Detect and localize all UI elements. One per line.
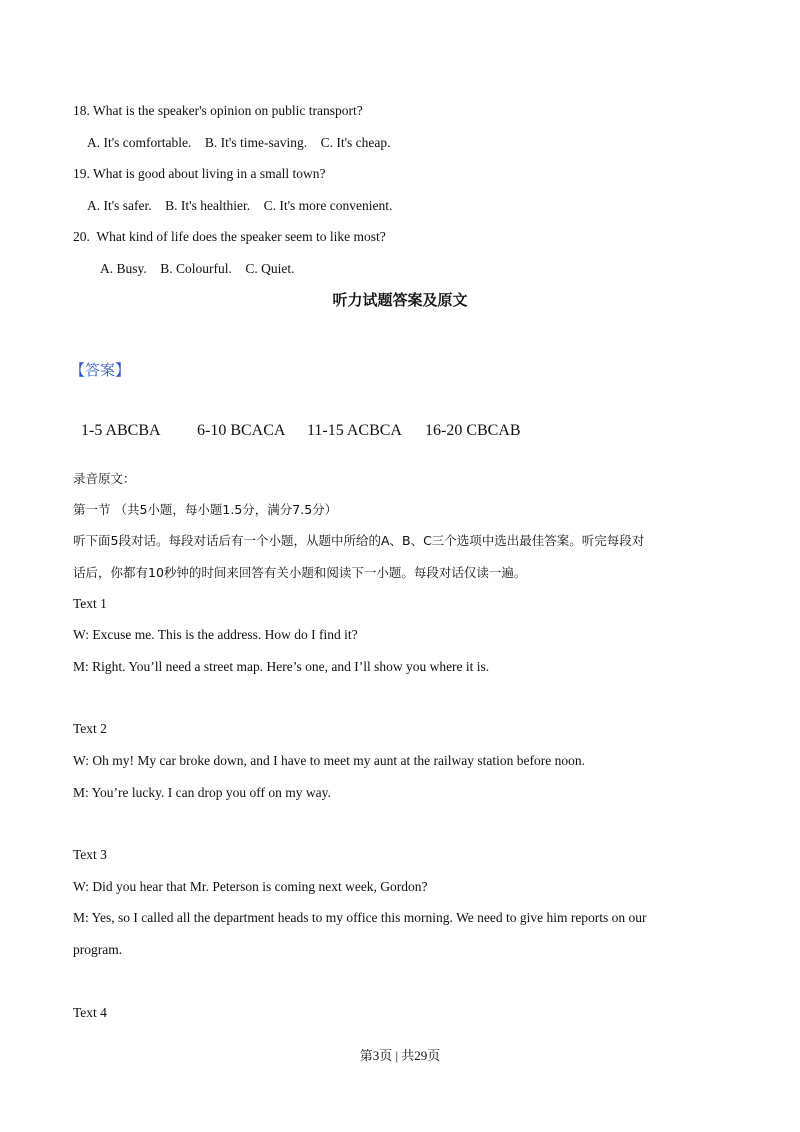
text-2-label: Text 2 — [73, 721, 107, 736]
answer-group-3: 11-15 ACBCA — [307, 422, 402, 439]
section-1-heading: 第一节 （共5小题，每小题1.5分，满分7.5分） — [73, 502, 338, 517]
text-2-woman-line: W: Oh my! My car broke down, and I have to meet my aunt at the railway station before noon. — [73, 753, 585, 768]
section-title: 听力试题答案及原文 — [332, 291, 468, 309]
instructions-line-2: 话后，你都有10秒钟的时间来回答有关小题和阅读下一小题。每段对话仅读一遍。 — [73, 565, 527, 580]
text-4-label: Text 4 — [73, 1005, 107, 1020]
text-1-man-line: M: Right. You’ll need a street map. Here’s one, and I’ll show you where it is. — [73, 659, 490, 674]
text-1-woman-line: W: Excuse me. This is the address. How do I find it? — [73, 627, 358, 642]
answer-label: 【答案】 — [70, 361, 131, 379]
question-19-options: A. It's safer. B. It's healthier. C. It's more convenient. — [87, 198, 393, 213]
question-18-stem: 18. What is the speaker's opinion on public transport? — [73, 103, 363, 118]
answer-group-4: 16-20 CBCAB — [425, 422, 521, 439]
text-3-man-line-continued: program. — [73, 942, 123, 957]
question-20-options: A. Busy. B. Colourful. C. Quiet. — [100, 261, 295, 276]
question-20-stem: 20. What kind of life does the speaker seem to like most? — [73, 229, 386, 244]
text-3-woman-line: W: Did you hear that Mr. Peterson is coming next week, Gordon? — [73, 879, 428, 894]
page-footer: 第3页 | 共29页 — [359, 1048, 441, 1063]
answer-group-1: 1-5 ABCBA — [81, 422, 161, 439]
answer-group-2: 6-10 BCACA — [197, 422, 286, 439]
text-2-man-line: M: You’re lucky. I can drop you off on my way. — [73, 785, 331, 800]
transcript-heading: 录音原文： — [73, 471, 136, 486]
text-3-man-line: M: Yes, so I called all the department heads to my office this morning. We need to give him reports on our — [73, 910, 647, 925]
instructions-line-1: 听下面5段对话。每段对话后有一个小题，从题中所给的A、B、C三个选项中选出最佳答案。听完每段对 — [73, 533, 645, 548]
text-3-label: Text 3 — [73, 847, 107, 862]
question-18-options: A. It's comfortable. B. It's time-saving. C. It's cheap. — [87, 135, 391, 150]
question-19-stem: 19. What is good about living in a small town? — [73, 166, 326, 181]
answer-key — [73, 398, 521, 442]
text-1-label: Text 1 — [73, 596, 107, 611]
